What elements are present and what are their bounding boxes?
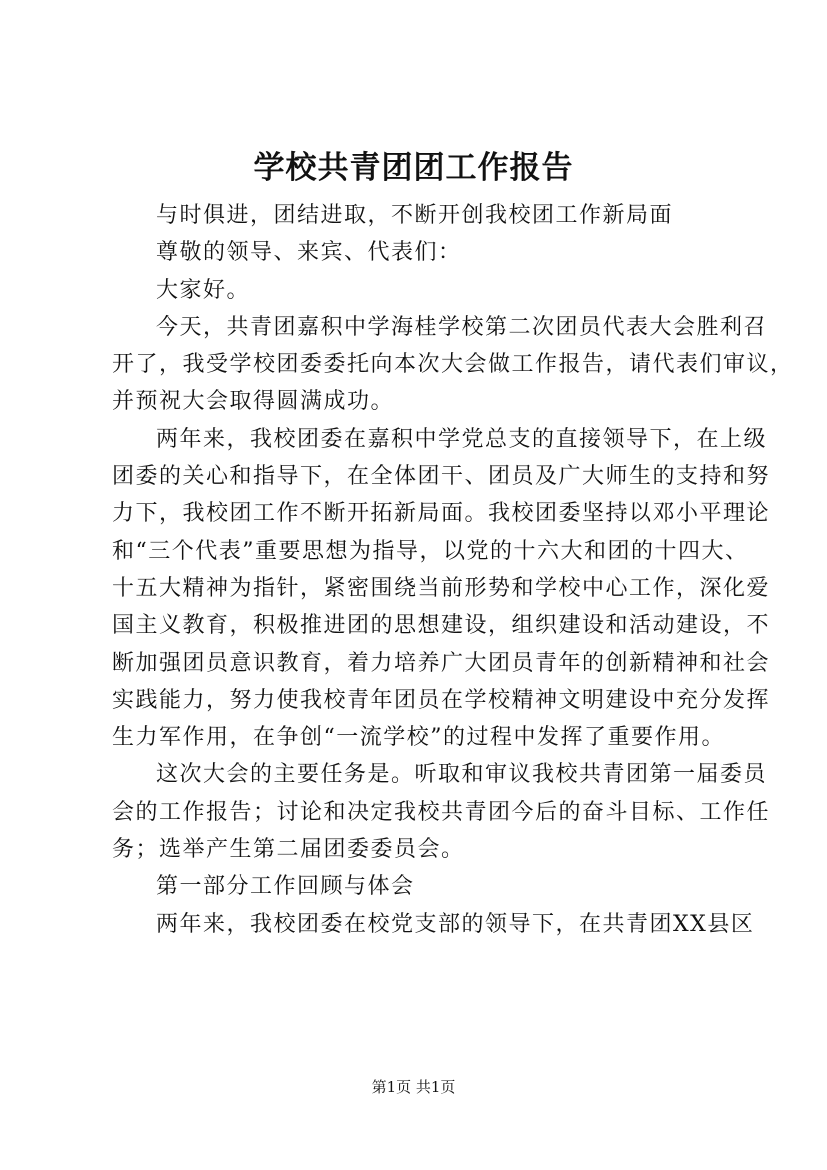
paragraph-1-line-3: 并预祝大会取得圆满成功。 [112, 389, 395, 415]
paragraph-2-line-6: 国主义教育，积极推进团的思想建设，组织建设和活动建设，不 [112, 613, 771, 639]
paragraph-2-line-3: 力下，我校团工作不断开拓新局面。我校团委坚持以邓小平理论 [112, 501, 771, 527]
paragraph-2-line-2: 团委的关心和指导下，在全体团干、团员及广大师生的支持和努 [112, 464, 771, 490]
paragraph-2-line-8: 实践能力，努力使我校青年团员在学校精神文明建设中充分发挥 [112, 687, 771, 713]
subtitle-line: 与时俱进，团结进取，不断开创我校团工作新局面 [156, 203, 674, 228]
paragraph-2-line-1: 两年来，我校团委在嘉积中学党总支的直接领导下，在上级 [156, 426, 768, 452]
document-body [112, 197, 794, 943]
paragraph-3-line-3: 务；选举产生第二届团委委员会。 [112, 837, 465, 863]
paragraph-4-line-1: 两年来，我校团委在校党支部的领导下，在共青团XX县区 [156, 911, 755, 937]
page-number: 第1页 共1页 [371, 1078, 456, 1096]
paragraph-3-line-1: 这次大会的主要任务是。听取和审议我校共青团第一届委员 [156, 762, 768, 788]
greeting-line: 大家好。 [156, 277, 251, 303]
paragraph-1-line-1: 今天，共青团嘉积中学海桂学校第二次团员代表大会胜利召 [156, 314, 768, 340]
paragraph-2-line-4: 和“三个代表”重要思想为指导，以党的十六大和团的十四大、 [112, 538, 749, 564]
paragraph-2-line-9: 生力军作用，在争创“一流学校”的过程中发挥了重要作用。 [112, 725, 725, 751]
section-heading: 第一部分工作回顾与体会 [156, 874, 415, 900]
paragraph-3-line-2: 会的工作报告；讨论和决定我校共青团今后的奋斗目标、工作任 [112, 799, 771, 825]
paragraph-1-line-2: 开了，我受学校团委委托向本次大会做工作报告，请代表们审议， [112, 352, 794, 378]
paragraph-2-line-5: 十五大精神为指针，紧密围绕当前形势和学校中心工作，深化爱 [112, 575, 771, 601]
paragraph-2-line-7: 断加强团员意识教育，着力培养广大团员青年的创新精神和社会 [112, 650, 771, 676]
document-title: 学校共青团团工作报告 [253, 150, 574, 186]
salutation-line: 尊敬的领导、来宾、代表们： [156, 240, 462, 266]
